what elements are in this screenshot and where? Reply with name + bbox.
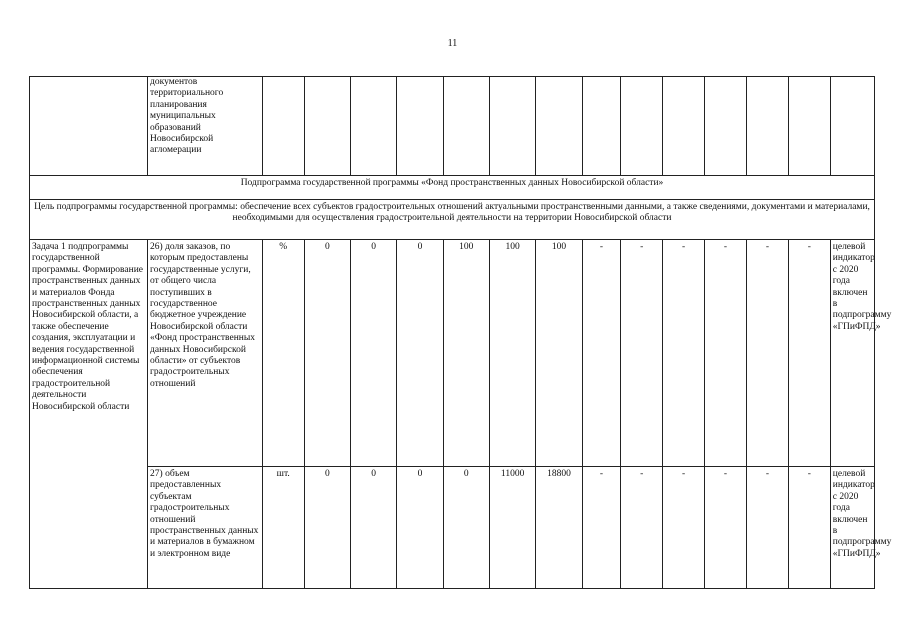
value-cell: - — [621, 240, 663, 467]
value-cell: - — [705, 467, 747, 589]
indicator-cell: документов территориального планирования муниципальных образований Новосибирской агломерации — [148, 77, 263, 176]
value-cell: - — [582, 240, 621, 467]
value-cell: - — [746, 467, 788, 589]
task-cell: Задача 1 подпрограммы государственной программы. Формирование пространственных данных и материалов Фонда пространственных данных Новосибирской области, а также обеспечение создания, эксплуатации и ведения государственной информационной системы обеспечения градостроительной деятельности Новосибирской области — [30, 240, 148, 589]
table-row — [30, 240, 875, 467]
value-cell: 100 — [536, 240, 582, 467]
value-cell: 11000 — [489, 467, 535, 589]
subprogram-row — [30, 176, 875, 200]
value-cell: - — [746, 240, 788, 467]
value-cell: 0 — [397, 240, 443, 467]
value-cell: 0 — [443, 467, 489, 589]
indicator-cell: 26) доля заказов, по которым предоставлены государственные услуги, от общего числа поступивших в государственное бюджетное учреждение Новосибирской области «Фонд пространственных данных Новосибирской области» от субъектов градостроительных отношений — [148, 240, 263, 467]
value-cell: 0 — [350, 467, 396, 589]
note-cell: целевой индикатор с 2020 года включен в подпрограмму «ГПиФПД» — [830, 467, 874, 589]
indicators-table — [29, 76, 892, 589]
subprogram-goal: Цель подпрограммы государственной программы: обеспечение всех субъектов градостроительных отношений актуальными пространственными данными, а также сведениями, документами и материалами, необходимыми для осуществления градостроительной деятельности на территории Новосибирской области — [30, 200, 875, 240]
unit-cell: % — [262, 240, 304, 467]
value-cell: - — [663, 467, 705, 589]
value-cell: 100 — [489, 240, 535, 467]
task-cell — [30, 77, 148, 176]
indicator-cell: 27) объем предоставленных субъектам градостроительных отношений пространственных данных и материалов в бумажном и электронном виде — [148, 467, 263, 589]
value-cell: 0 — [397, 467, 443, 589]
value-cell: - — [705, 240, 747, 467]
subprogram-title: Подпрограмма государственной программы «Фонд пространственных данных Новосибирской области» — [30, 176, 875, 200]
table-row — [30, 467, 875, 589]
table-row — [30, 77, 875, 176]
value-cell: - — [663, 240, 705, 467]
value-cell: - — [582, 467, 621, 589]
value-cell: - — [788, 240, 830, 467]
value-cell: 18800 — [536, 467, 582, 589]
note-cell: целевой индикатор с 2020 года включен в подпрограмму «ГПиФПД» — [830, 240, 874, 467]
value-cell: - — [621, 467, 663, 589]
goal-row — [30, 200, 875, 240]
value-cell: 100 — [443, 240, 489, 467]
value-cell: 0 — [304, 467, 350, 589]
value-cell: 0 — [304, 240, 350, 467]
page-number: 11 — [447, 38, 458, 49]
value-cell: 0 — [350, 240, 396, 467]
unit-cell: шт. — [262, 467, 304, 589]
value-cell: - — [788, 467, 830, 589]
